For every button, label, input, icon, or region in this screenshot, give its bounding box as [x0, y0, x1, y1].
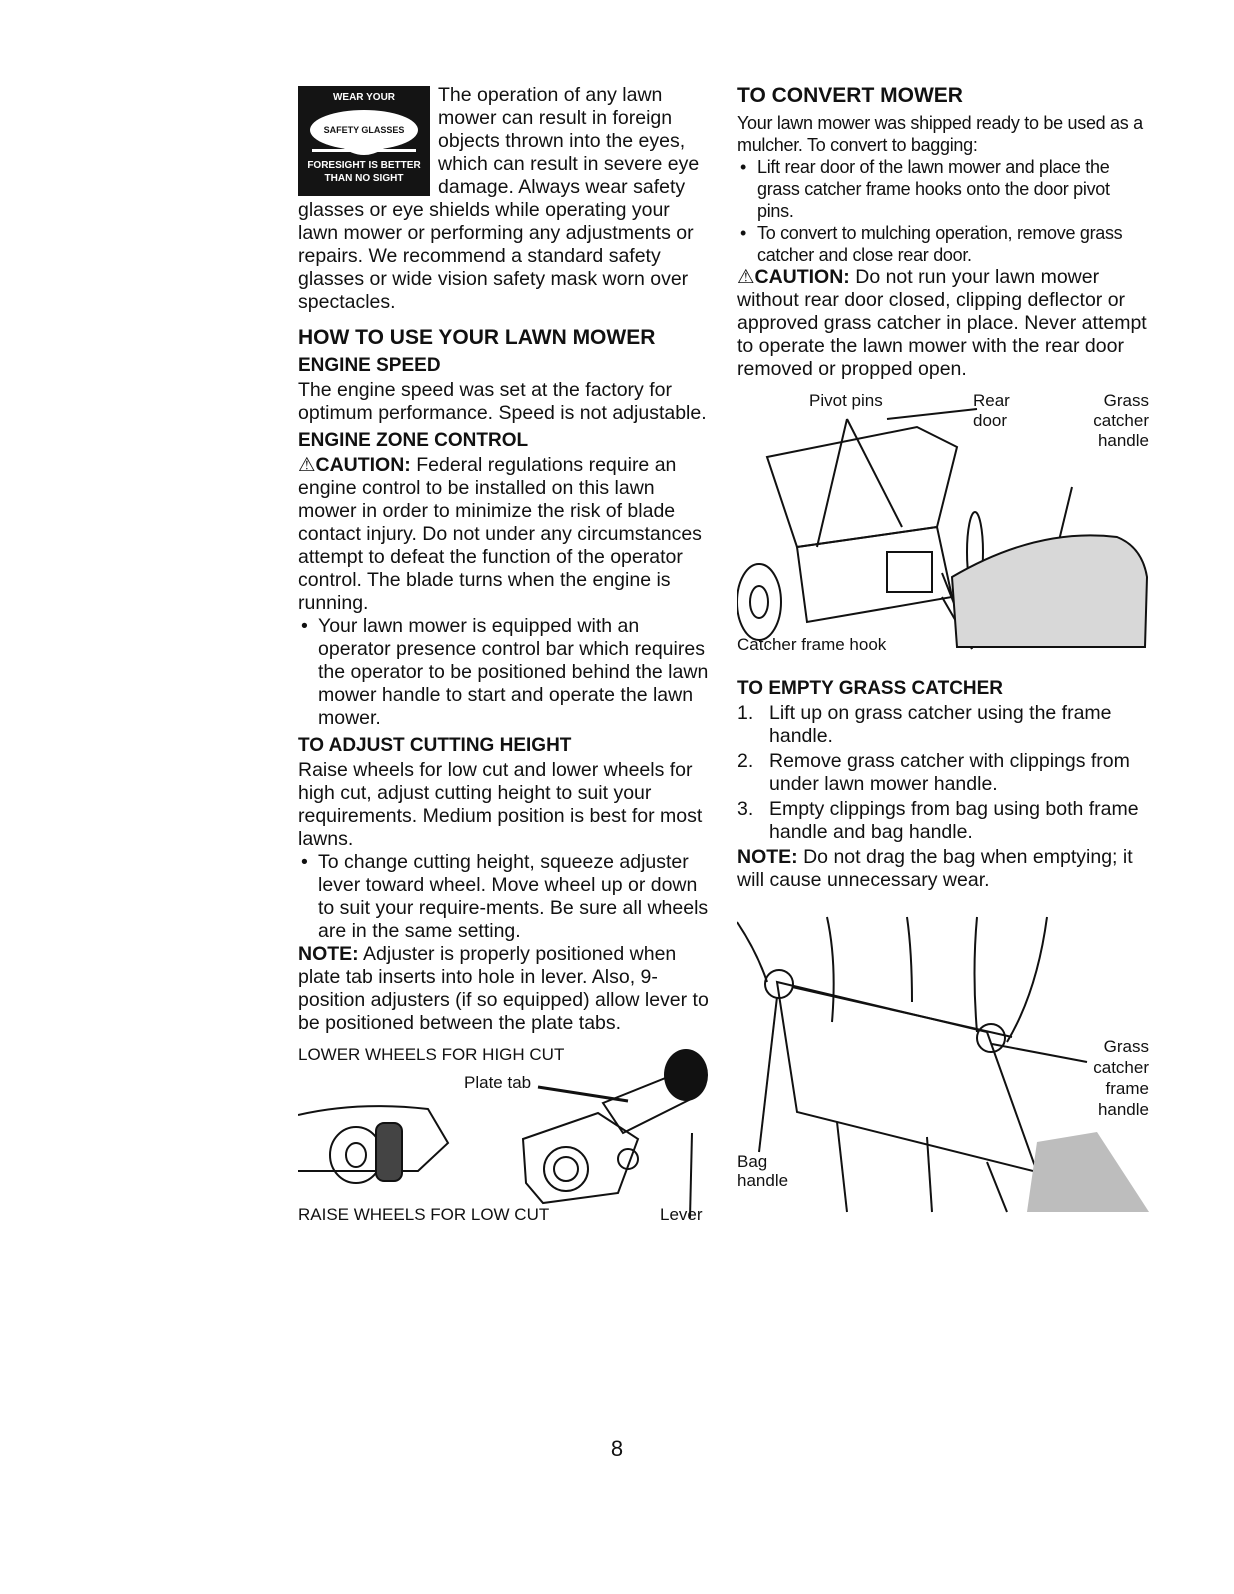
bag-handle-label: Bag handle: [737, 1152, 789, 1190]
engine-speed-heading: ENGINE SPEED: [298, 355, 441, 376]
badge-line-3: FORESIGHT IS BETTER: [307, 160, 421, 171]
raise-wheels-label: RAISE WHEELS FOR LOW CUT: [298, 1205, 550, 1224]
grass-catcher-install-figure: [737, 387, 1149, 665]
catcher-handle-label: Grass catcher handle: [1093, 391, 1149, 450]
convert-text: Your lawn mower was shipped ready to be used as a mulcher. To convert to bagging:: [737, 113, 1143, 155]
engine-zone-caution: [298, 454, 712, 615]
note-text: Do not drag the bag when emptying; it will cause unnecessary wear.: [737, 846, 1133, 891]
empty-catcher-heading: TO EMPTY GRASS CATCHER: [737, 678, 1004, 699]
caution-label: CAUTION:: [754, 266, 850, 288]
caution-label: CAUTION:: [315, 454, 411, 476]
convert-body: [737, 112, 1149, 266]
page-number: 8: [610, 1436, 624, 1461]
convert-caution: [737, 266, 1149, 381]
empty-note: [737, 846, 1149, 892]
left-column: [298, 84, 712, 1233]
cutting-height-text: Raise wheels for low cut and lower wheels for high cut, adjust cutting height to suit your requirements. Medium position is best for most lawns.: [298, 759, 703, 850]
list-item: 2. Remove grass catcher with clippings from under lawn mower handle.: [737, 750, 1130, 795]
rear-door-label: Rear door: [973, 391, 1010, 430]
catcher-frame-hook-label: Catcher frame hook: [737, 635, 887, 654]
list-item: • Lift rear door of the lawn mower and place the grass catcher frame hooks onto the door pivot pins.: [737, 156, 1149, 222]
badge-line-2: SAFETY GLASSES: [323, 125, 405, 135]
engine-zone-bullets: [298, 615, 712, 730]
caution-text: Federal regulations require an engine control to be installed on this lawn mower in order to minimize the risk of blade contact injury. Do not under any circumstances attempt to defeat the function of the operator control. The blade turns when the engine is running.: [298, 454, 702, 614]
note-label: NOTE:: [737, 846, 798, 868]
engine-speed-text: The engine speed was set at the factory for optimum performance. Speed is not adjustable.: [298, 379, 707, 424]
plate-tab-label: Plate tab: [464, 1073, 532, 1092]
lever-label: Lever: [660, 1205, 703, 1224]
badge-line-4: THAN NO SIGHT: [324, 173, 404, 184]
list-item: • To convert to mulching operation, remove grass catcher and close rear door.: [737, 222, 1149, 266]
lower-wheels-label: LOWER WHEELS FOR HIGH CUT: [298, 1045, 565, 1064]
safety-glasses-badge: [298, 86, 430, 196]
cutting-height-figure: [298, 1043, 712, 1233]
list-item: 1. Lift up on grass catcher using the frame handle.: [737, 702, 1112, 747]
engine-zone-heading: ENGINE ZONE CONTROL: [298, 430, 529, 451]
intro-text: The operation of any lawn mower can result in foreign objects thrown into the eyes, which can result in severe eye damage. Always wear safety glasses or eye shields while operating your lawn mower or performing any adjustments or repairs. We recommend a standard safety glasses or wide vision safety mask worn over spectacles.: [298, 84, 700, 313]
warning-icon: ⚠: [737, 266, 755, 288]
frame-handle-label: Grass catcher frame handle: [1093, 1037, 1149, 1119]
list-item: 3. Empty clippings from bag using both frame handle and bag handle.: [737, 798, 1139, 843]
caution-text: Do not run your lawn mower without rear door closed, clipping deflector or approved grass catcher in place. Never attempt to operate the lawn mower with the rear door removed or propped open.: [737, 266, 1147, 380]
pivot-pins-label: Pivot pins: [809, 391, 883, 410]
cutting-height-note: [298, 943, 712, 1035]
mower-rear-door-illustration: [737, 387, 1149, 665]
empty-steps-list: [737, 702, 1149, 844]
list-item: • Your lawn mower is equipped with an operator presence control bar which requires the operator to be positioned behind the lawn mower handle to start and operate the lawn mower.: [298, 615, 712, 730]
right-column: [737, 84, 1149, 1232]
how-to-use-heading: HOW TO USE YOUR LAWN MOWER: [298, 326, 656, 349]
convert-heading: TO CONVERT MOWER: [737, 84, 963, 107]
note-text: Adjuster is properly positioned when plate tab inserts into hole in lever. Also, 9-position adjusters (if so equipped) allow lever to be positioned between the plate tabs.: [298, 943, 709, 1034]
warning-icon: ⚠: [298, 454, 316, 476]
note-label: NOTE:: [298, 943, 359, 965]
empty-catcher-figure: [737, 912, 1149, 1232]
cutting-height-bullets: [298, 851, 712, 943]
convert-bullets: [737, 156, 1149, 266]
safety-intro: [298, 84, 712, 314]
cutting-height-heading: TO ADJUST CUTTING HEIGHT: [298, 735, 572, 756]
list-item: • To change cutting height, squeeze adjuster lever toward wheel. Move wheel up or down to suit your require-ments. Be sure all wheels are in the same setting.: [298, 851, 712, 943]
badge-line-1: WEAR YOUR: [332, 92, 396, 103]
